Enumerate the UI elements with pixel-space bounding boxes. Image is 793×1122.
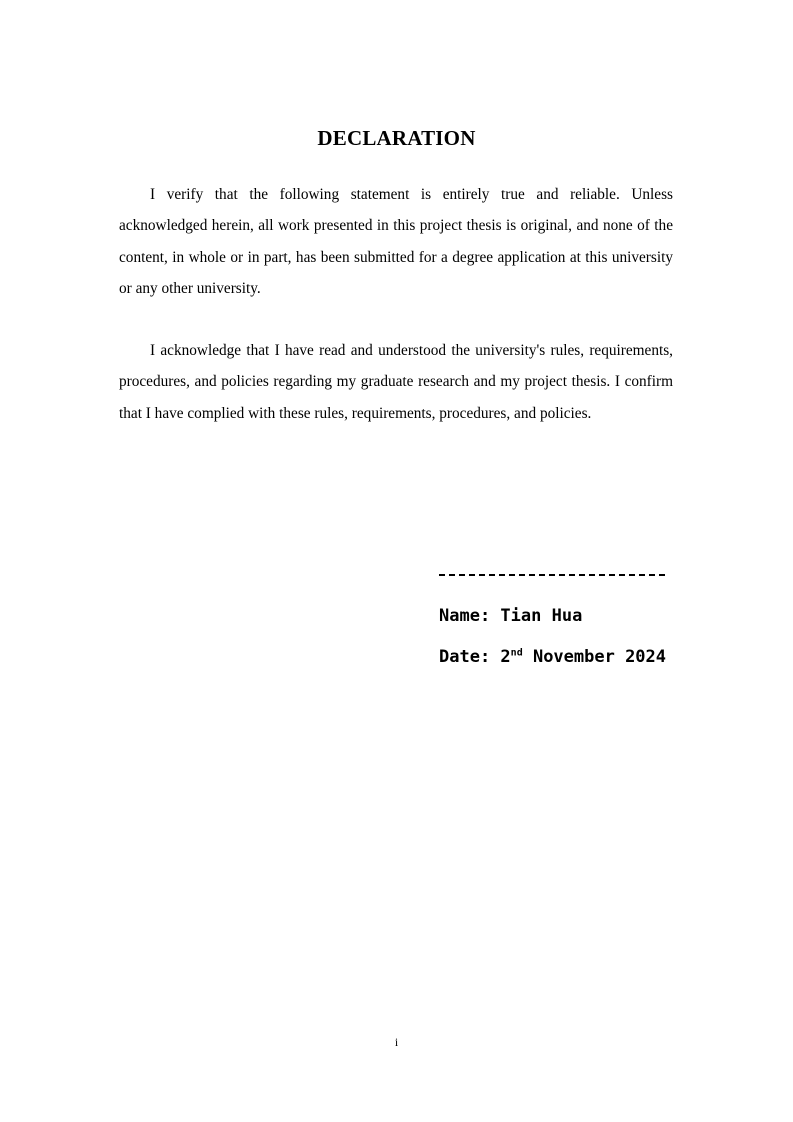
signature-date bbox=[439, 646, 666, 668]
date-day-suffix: nd bbox=[510, 647, 523, 659]
page-title: DECLARATION bbox=[317, 126, 476, 150]
signature-name bbox=[439, 605, 582, 627]
date-day: 2 bbox=[500, 647, 511, 667]
signature-line bbox=[439, 574, 665, 576]
date-label: Date: bbox=[439, 647, 501, 667]
declaration-paragraph-verify: I verify that the following statement is entirely true and reliable. Unless acknowledged herein, all work presented in this project thesis is original, and none of the content, in whole or in part, has been submitted for a degree application at this university or any other university. bbox=[119, 186, 673, 297]
date-rest: November 2024 bbox=[522, 647, 667, 667]
page-number: i bbox=[394, 1035, 399, 1049]
signature-block bbox=[439, 554, 667, 667]
declaration-paragraph-acknowledge: I acknowledge that I have read and understood the university's rules, requirements, procedures, and policies regarding my graduate research and my project thesis. I confirm that I have complied with these rules, requirements, procedures, and policies. bbox=[119, 342, 673, 422]
name-value: Tian Hua bbox=[500, 606, 583, 626]
name-label: Name: bbox=[439, 606, 501, 626]
